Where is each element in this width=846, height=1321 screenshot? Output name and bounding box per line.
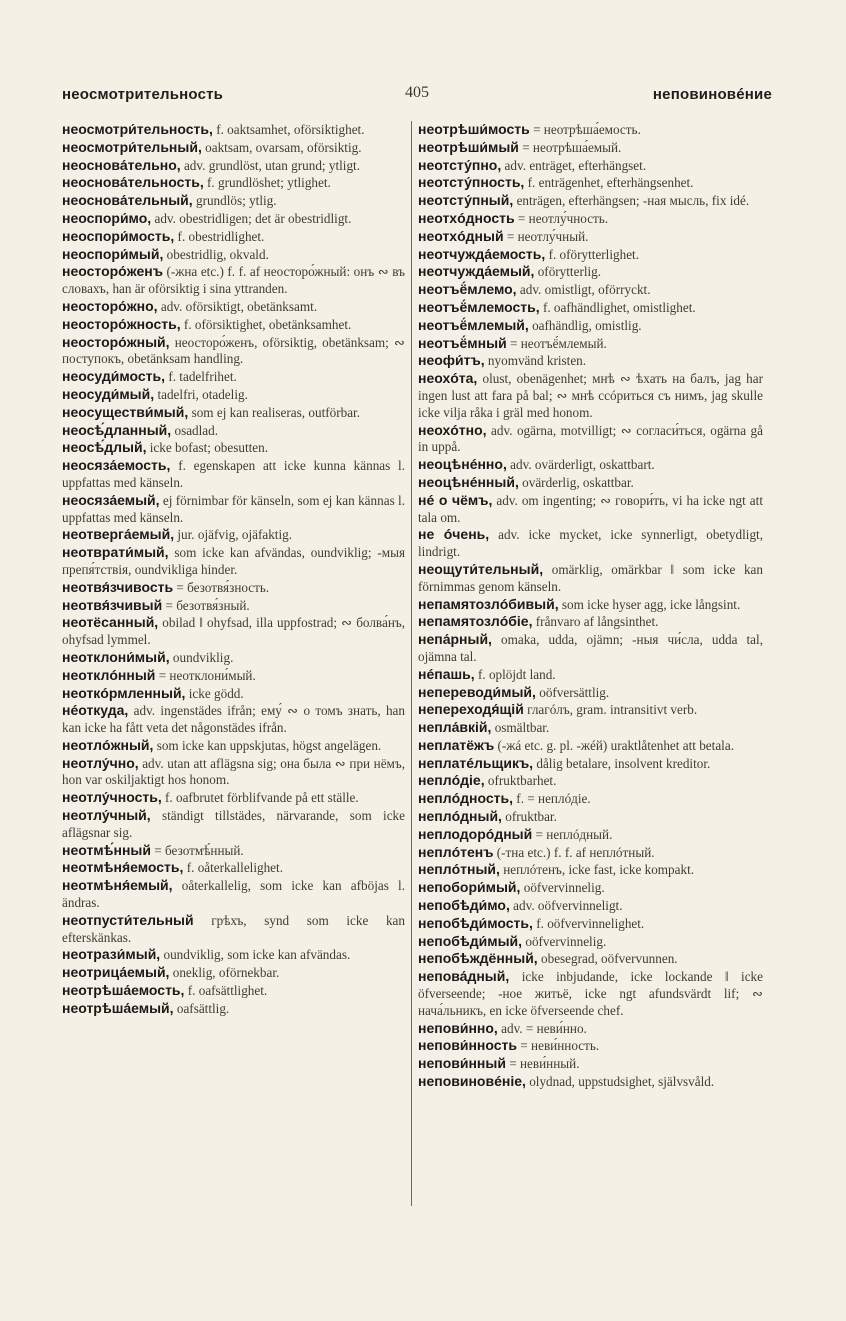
dictionary-entry — [62, 649, 405, 667]
entry-headword: неплóтенъ — [418, 843, 494, 860]
entry-definition: = неотрѣша́емость. — [533, 122, 641, 137]
entry-definition: = неотклони́мый. — [158, 667, 256, 683]
entry-headword: неплатёжъ — [418, 736, 495, 753]
page-number: 405 — [405, 84, 429, 101]
dictionary-entry — [418, 456, 763, 474]
entry-headword: неоспори́мо, — [62, 209, 152, 226]
dictionary-entry — [62, 877, 405, 912]
dictionary-entry — [62, 316, 405, 334]
dictionary-entry — [418, 192, 763, 210]
entry-headword: нé о чёмъ, — [418, 491, 493, 508]
dictionary-entry — [418, 701, 763, 719]
dictionary-entry — [62, 597, 405, 615]
dictionary-entry — [418, 596, 763, 614]
entry-headword: неоцѣнéнный, — [418, 473, 519, 490]
entry-definition: adv. = неви́нно. — [501, 1020, 587, 1036]
dictionary-entry — [418, 1055, 763, 1073]
entry-headword: неосяза́емость, — [62, 457, 171, 474]
dictionary-entry — [62, 755, 405, 790]
entry-definition: icke gödd. — [188, 685, 244, 701]
dictionary-entry — [62, 579, 405, 597]
entry-definition: глагóлъ, gram. intransitivt verb. — [527, 702, 698, 718]
dictionary-entry — [62, 685, 405, 703]
entry-definition: (-жна etc.) f. f. af неосторо́жный: онъ ∾ въ словахъ, han är oförsiktig i sina yttranden. — [62, 264, 405, 297]
entry-headword: не óчень, — [418, 526, 490, 543]
dictionary-entry — [62, 174, 405, 192]
page-header — [62, 86, 772, 108]
dictionary-entry — [418, 1073, 763, 1091]
dictionary-entry — [418, 335, 763, 353]
dictionary-entry — [418, 755, 763, 773]
entry-definition: ofruktbar. — [505, 809, 557, 825]
entry-headword: неоткóрмленный, — [62, 684, 186, 701]
dictionary-entry — [62, 192, 405, 210]
entry-definition: oöfversättlig. — [539, 684, 610, 700]
entry-definition: = безотвя́зность. — [176, 579, 270, 595]
dictionary-entry — [418, 352, 763, 370]
dictionary-entry — [62, 228, 405, 246]
entry-definition: adv. ogärna, motvilligt; ∾ согласи́ться, ogärna gå in uppå. — [418, 422, 763, 455]
entry-definition: = неотъё́млемый. — [509, 335, 607, 351]
dictionary-entry — [62, 139, 405, 157]
entry-headword: непобѣждённый, — [418, 950, 538, 967]
entry-definition: = неви́нность. — [520, 1038, 600, 1054]
entry-definition: adv. om ingenting; ∾ говори́ть, vi ha icke ngt att tala om. — [418, 492, 763, 525]
entry-headword: неотлу́чность, — [62, 789, 162, 806]
entry-definition: ofruktbarhet. — [487, 773, 557, 789]
left-column — [62, 121, 405, 1211]
dictionary-entry — [418, 246, 763, 264]
dictionary-entry — [418, 844, 763, 862]
entry-definition: obestridlig, okvald. — [166, 246, 269, 262]
entry-definition: f. tadelfrihet. — [168, 369, 237, 385]
entry-headword: неотъё́млемо, — [418, 281, 517, 298]
dictionary-entry — [418, 915, 763, 933]
entry-headword: неповиновéніе, — [418, 1073, 526, 1090]
entry-definition: ovärderlig, oskattbar. — [522, 474, 634, 490]
entry-headword: неосмотри́тельность, — [62, 121, 213, 137]
dictionary-entry — [418, 281, 763, 299]
entry-definition: som icke kan afvändas, oundviklig; -мыя препя́тствія, oundvikliga hinder. — [62, 545, 405, 577]
entry-definition: oafhändlig, omistlig. — [532, 317, 642, 333]
dictionary-entry — [62, 457, 405, 492]
entry-headword: неотрѣша́емость, — [62, 982, 185, 999]
entry-definition: adv. grundlöst, utan grund; ytligt. — [183, 157, 361, 173]
dictionary-entry — [418, 210, 763, 228]
dictionary-entry — [62, 842, 405, 860]
entry-headword: неплодорóдный — [418, 825, 533, 842]
dictionary-entry — [62, 404, 405, 422]
dictionary-entry — [418, 808, 763, 826]
entry-headword: непова́дный, — [418, 968, 510, 985]
entry-headword: неплóдность, — [418, 790, 513, 807]
entry-headword: неплатéльщикъ, — [418, 754, 534, 771]
entry-headword: неотлóжный, — [62, 736, 154, 753]
dictionary-entry — [62, 859, 405, 877]
entry-definition: (-тна etc.) f. f. af неплóтный. — [496, 844, 655, 860]
dictionary-entry — [62, 737, 405, 755]
entry-headword: неотлу́чный, — [62, 807, 151, 824]
entry-definition: dålig betalare, insolvent kreditor. — [536, 755, 711, 771]
entry-definition: obesegrad, oöfvervunnen. — [541, 951, 678, 967]
entry-definition: oöfvervinnelig. — [525, 933, 607, 949]
dictionary-entry — [62, 121, 405, 139]
entry-definition: f. oafbrutet förblifvande på ett ställe. — [165, 790, 359, 806]
entry-definition: f. oöfvervinnelighet. — [536, 915, 645, 931]
entry-headword: непла́вкій, — [418, 719, 492, 736]
dictionary-entry — [418, 317, 763, 335]
dictionary-entry — [62, 946, 405, 964]
entry-headword: неотмѣ́нный — [62, 841, 151, 858]
dictionary-entry — [418, 422, 763, 457]
entry-definition: jur. ojäfvig, ojäfaktig. — [177, 527, 293, 543]
dictionary-entry — [418, 526, 763, 561]
entry-definition: enträgen, efterhängsen; -ная мысль, fix idé. — [516, 193, 750, 209]
entry-headword: непобѣди́мый, — [418, 932, 523, 949]
entry-headword: неотрази́мый, — [62, 946, 161, 963]
entry-headword: неоцѣнéнно, — [418, 456, 507, 473]
entry-headword: неохóтно, — [418, 421, 487, 438]
entry-headword: неощути́тельный, — [418, 560, 544, 577]
entry-headword: неосѣ́дланный, — [62, 421, 172, 438]
entry-headword: неплóдный, — [418, 808, 502, 825]
entry-definition: adv. enträget, efterhängset. — [504, 157, 647, 173]
dictionary-entry — [418, 1037, 763, 1055]
dictionary-entry — [418, 474, 763, 492]
entry-headword: непобори́мый, — [418, 879, 521, 896]
dictionary-entry — [418, 879, 763, 897]
entry-definition: (-жá etc. g. pl. -жéй) uraktlåtenhet att betala. — [497, 737, 734, 753]
entry-definition: adv. utan att aflägsna sig; она была ∾ при нёмъ, hon var oskiljaktigt hos honom. — [62, 755, 405, 788]
entry-definition: adv. obestridligen; det är obestridligt. — [154, 210, 352, 226]
entry-definition: ständigt tillstädes, närvarande, som icke aflägsnar sig. — [62, 808, 405, 840]
entry-definition: grundlös; ytlig. — [195, 193, 277, 209]
entry-headword: неотсту́пность, — [418, 174, 525, 191]
dictionary-entry — [418, 631, 763, 666]
dictionary-entry — [418, 719, 763, 737]
entry-definition: f. oförsiktighet, obetänksamhet. — [183, 316, 352, 332]
entry-headword: непамятозлóбіе, — [418, 613, 533, 630]
entry-definition: osadlad. — [174, 422, 219, 438]
entry-definition: неосторо́женъ, oförsiktig, obetänksam; ∾ поступокъ, obetänksam handling. — [62, 334, 405, 367]
entry-definition: f. obestridlighet. — [177, 228, 265, 244]
entry-headword: неосторо́жно, — [62, 297, 158, 314]
entry-headword: неплóдіе, — [418, 772, 485, 789]
dictionary-entry — [62, 334, 405, 369]
entry-headword: неотъё́мный — [418, 334, 507, 351]
entry-headword: неотъё́млемый, — [418, 316, 529, 333]
entry-headword: неотклóнный — [62, 666, 156, 683]
entry-headword: неосторо́жность, — [62, 315, 181, 332]
entry-headword: неотпусти́тельный — [62, 911, 194, 928]
dictionary-entry — [418, 157, 763, 175]
entry-headword: неохóта, — [418, 370, 478, 387]
entry-definition: icke bofast; obesutten. — [149, 440, 269, 456]
dictionary-entry — [62, 526, 405, 544]
dictionary-entry — [418, 684, 763, 702]
entry-definition: f. oafhändlighet, omistlighet. — [542, 299, 696, 315]
dictionary-entry — [418, 492, 763, 527]
entry-headword: неоспори́мость, — [62, 227, 175, 244]
entry-definition: adv. ovärderligt, oskattbart. — [510, 457, 655, 473]
entry-definition: osmältbar. — [494, 720, 550, 736]
entry-headword: непови́нно, — [418, 1019, 498, 1036]
dictionary-entry — [62, 1000, 405, 1018]
dictionary-entry — [418, 613, 763, 631]
entry-headword: нéпашь, — [418, 665, 475, 682]
dictionary-entry — [62, 614, 405, 649]
entry-definition: = неотлу́чность. — [517, 210, 609, 226]
dictionary-entry — [418, 174, 763, 192]
entry-headword: неотчужда́емый, — [418, 263, 535, 280]
entry-headword: неотвя́зчивость — [62, 578, 174, 595]
entry-headword: неосуди́мость, — [62, 368, 166, 385]
entry-headword: неотрѣши́мый — [418, 138, 519, 155]
entry-headword: неосуди́мый, — [62, 385, 155, 402]
dictionary-entry — [418, 897, 763, 915]
dictionary-entry — [418, 790, 763, 808]
entry-definition: olydnad, uppstudsighet, självsvåld. — [529, 1074, 715, 1090]
entry-definition: f. oförytterlighet. — [548, 246, 640, 262]
entry-definition: omärklig, omärkbar ‖ som icke kan förnimmas genom känseln. — [418, 561, 763, 594]
dictionary-entry — [418, 772, 763, 790]
entry-definition: f. oaktsamhet, oförsiktighet. — [216, 122, 365, 137]
dictionary-entry — [62, 263, 405, 298]
entry-headword: неосуществи́мый, — [62, 403, 189, 420]
entry-definition: adv. ingenstädes ifrån; ему́ ∾ о томъ знать, han kan icke ha fått veta det någonstädes ifrån. — [62, 703, 405, 736]
dictionary-entry — [62, 368, 405, 386]
entry-headword: неосяза́емый, — [62, 491, 160, 508]
entry-definition: olust, obenägenhet; мнѣ ∾ ѣхать на балъ, jag har ingen lust att fara på bal; ∾ мнѣ ссóриться съ нимъ, jag skulle icke vilja råka i gräl med honom. — [418, 371, 763, 420]
entry-headword: неотсту́пный, — [418, 192, 514, 209]
dictionary-entry — [62, 210, 405, 228]
entry-definition: неплóтенъ, icke fast, icke kompakt. — [503, 862, 695, 878]
entry-headword: неотверга́емый, — [62, 526, 175, 543]
entry-headword: неплóтный, — [418, 861, 500, 878]
entry-headword: непови́нность — [418, 1037, 517, 1054]
dictionary-entry — [418, 950, 763, 968]
entry-headword: неотлу́чно, — [62, 754, 139, 771]
entry-headword: неотъё́млемость, — [418, 298, 540, 315]
dictionary-entry — [62, 807, 405, 842]
dictionary-entry — [418, 121, 763, 139]
dictionary-entry — [62, 964, 405, 982]
entry-headword: неотмѣня́емость, — [62, 859, 184, 876]
dictionary-entry — [62, 982, 405, 1000]
entry-headword: неосторо́жный, — [62, 333, 170, 350]
dictionary-entry — [62, 422, 405, 440]
entry-headword: неотклони́мый, — [62, 648, 170, 665]
entry-definition: ej förnimbar för känseln, som ej kan kännas l. uppfattas med känseln. — [62, 492, 405, 525]
dictionary-entry — [62, 667, 405, 685]
entry-definition: oaktsam, ovarsam, oförsiktig. — [205, 139, 362, 155]
dictionary-entry — [62, 439, 405, 457]
entry-definition: omaka, udda, ojämn; -ныя чи́сла, udda tal, ojämna tal. — [418, 632, 763, 664]
entry-definition: oundviklig. — [172, 649, 234, 665]
dictionary-entry — [418, 826, 763, 844]
dictionary-entry — [62, 702, 405, 737]
entry-headword: неотхóдный — [418, 227, 504, 244]
entry-headword: нéоткуда, — [62, 702, 129, 719]
entry-headword: непамятозлóбивый, — [418, 595, 559, 612]
entry-headword: неотчужда́емость, — [418, 245, 546, 262]
dictionary-entry — [418, 561, 763, 596]
entry-definition: f. oåterkallelighet. — [186, 860, 284, 876]
dictionary-entry — [418, 1020, 763, 1038]
header-right-guideword: неповиновéние — [652, 86, 772, 103]
entry-definition: грѣхъ, synd som icke kan efterskänkas. — [62, 912, 405, 945]
entry-headword: неотврати́мый, — [62, 544, 169, 561]
entry-definition: adv. oöfvervinneligt. — [513, 898, 623, 914]
entry-headword: неоснова́тельность, — [62, 174, 204, 191]
entry-definition: = безотвя́зный. — [165, 597, 250, 613]
column-divider — [411, 121, 412, 1206]
dictionary-entry — [62, 386, 405, 404]
dictionary-entry — [418, 968, 763, 1019]
entry-definition: oneklig, oförnekbar. — [172, 965, 280, 981]
entry-definition: adv. icke mycket, icke synnerligt, obetydligt, lindrigt. — [418, 527, 763, 560]
entry-headword: непобѣди́мо, — [418, 897, 510, 914]
entry-headword: неотрѣша́емый, — [62, 999, 174, 1016]
dictionary-entry — [418, 737, 763, 755]
dictionary-entry — [418, 263, 763, 281]
entry-headword: неотрѣши́мость — [418, 121, 530, 137]
entry-headword: непереводи́мый, — [418, 683, 536, 700]
entry-headword: неотёсанный, — [62, 614, 159, 631]
dictionary-entry — [418, 139, 763, 157]
entry-headword: непереходя́щій — [418, 701, 524, 718]
entry-definition: = неотрѣша́емый. — [522, 139, 622, 155]
dictionary-entry — [62, 157, 405, 175]
entry-headword: неосторо́женъ — [62, 263, 163, 280]
entry-headword: непови́нный — [418, 1055, 506, 1072]
header-left-guideword: неосмотрительность — [62, 86, 224, 103]
dictionary-entry — [62, 912, 405, 947]
entry-headword: неотрица́емый, — [62, 964, 170, 981]
dictionary-entry — [62, 246, 405, 264]
entry-definition: f. oplöjdt land. — [477, 666, 556, 682]
entry-definition: frånvaro af långsinthet. — [535, 614, 659, 630]
entry-definition: oundviklig, som icke kan afvändas. — [163, 947, 351, 963]
entry-definition: oförytterlig. — [537, 264, 602, 280]
entry-headword: неотсту́пно, — [418, 156, 502, 173]
entry-headword: непобѣди́мость, — [418, 914, 533, 931]
entry-definition: f. = неплóдіе. — [516, 791, 591, 807]
entry-headword: неотхóдность — [418, 209, 515, 226]
entry-definition: f. enträgenhet, efterhängsenhet. — [527, 175, 694, 191]
dictionary-entry — [418, 370, 763, 421]
entry-headword: неоспори́мый, — [62, 245, 164, 262]
entry-definition: oafsättlig. — [176, 1000, 230, 1016]
entry-definition: nyomvänd kristen. — [487, 353, 587, 369]
right-column — [418, 121, 763, 1211]
entry-headword: неоснова́тельно, — [62, 156, 181, 173]
entry-definition: adv. omistligt, oförryckt. — [519, 282, 651, 298]
entry-definition: = неотлу́чный. — [506, 228, 589, 244]
dictionary-entry — [62, 544, 405, 579]
dictionary-entry — [418, 666, 763, 684]
dictionary-entry — [418, 299, 763, 317]
entry-definition: oåterkallelig, som icke kan afböjas l. ändras. — [62, 878, 405, 911]
entry-definition: f. egenskapen att icke kunna kännas l. uppfattas med känseln. — [62, 458, 405, 490]
entry-definition: som ej kan realiseras, outförbar. — [191, 404, 361, 420]
entry-headword: неоснова́тельный, — [62, 192, 193, 209]
entry-headword: непа́рный, — [418, 631, 492, 648]
entry-definition: = неви́нный. — [509, 1056, 580, 1072]
entry-definition: = безотмѣ́нный. — [154, 842, 244, 858]
entry-headword: неосмотри́тельный, — [62, 138, 202, 155]
entry-definition: tadelfri, otadelig. — [157, 386, 248, 402]
entry-headword: неосѣ́длый, — [62, 439, 147, 456]
dictionary-entry — [418, 933, 763, 951]
dictionary-entry — [62, 789, 405, 807]
entry-definition: = неплóдный. — [535, 826, 613, 842]
entry-definition: oöfvervinnelig. — [523, 880, 605, 896]
dictionary-entry — [418, 228, 763, 246]
entry-definition: icke inbjudande, icke lockande ‖ icke öfverseende; -ное житьё, icke ngt afundsvärdt lif; ∾ нача́льникъ, en icke öfverseende chef. — [418, 969, 763, 1018]
entry-definition: f. grundlöshet; ytlighet. — [207, 175, 331, 191]
entry-definition: som icke hyser agg, icke långsint. — [561, 596, 741, 612]
entry-definition: obilad ‖ ohyfsad, illa uppfostrad; ∾ болва́нъ, ohyfsad lymmel. — [62, 615, 405, 648]
dictionary-entry — [418, 861, 763, 879]
entry-definition: adv. oförsiktigt, obetänksamt. — [160, 298, 318, 314]
entry-headword: неофи́тъ, — [418, 352, 485, 369]
dictionary-entry — [62, 492, 405, 527]
entry-definition: f. oafsättlighet. — [187, 983, 268, 999]
entry-headword: неотвя́зчивый — [62, 596, 163, 613]
entry-definition: som icke kan uppskjutas, högst angelägen. — [156, 737, 382, 753]
dictionary-entry — [62, 298, 405, 316]
entry-headword: неотмѣня́емый, — [62, 877, 173, 894]
